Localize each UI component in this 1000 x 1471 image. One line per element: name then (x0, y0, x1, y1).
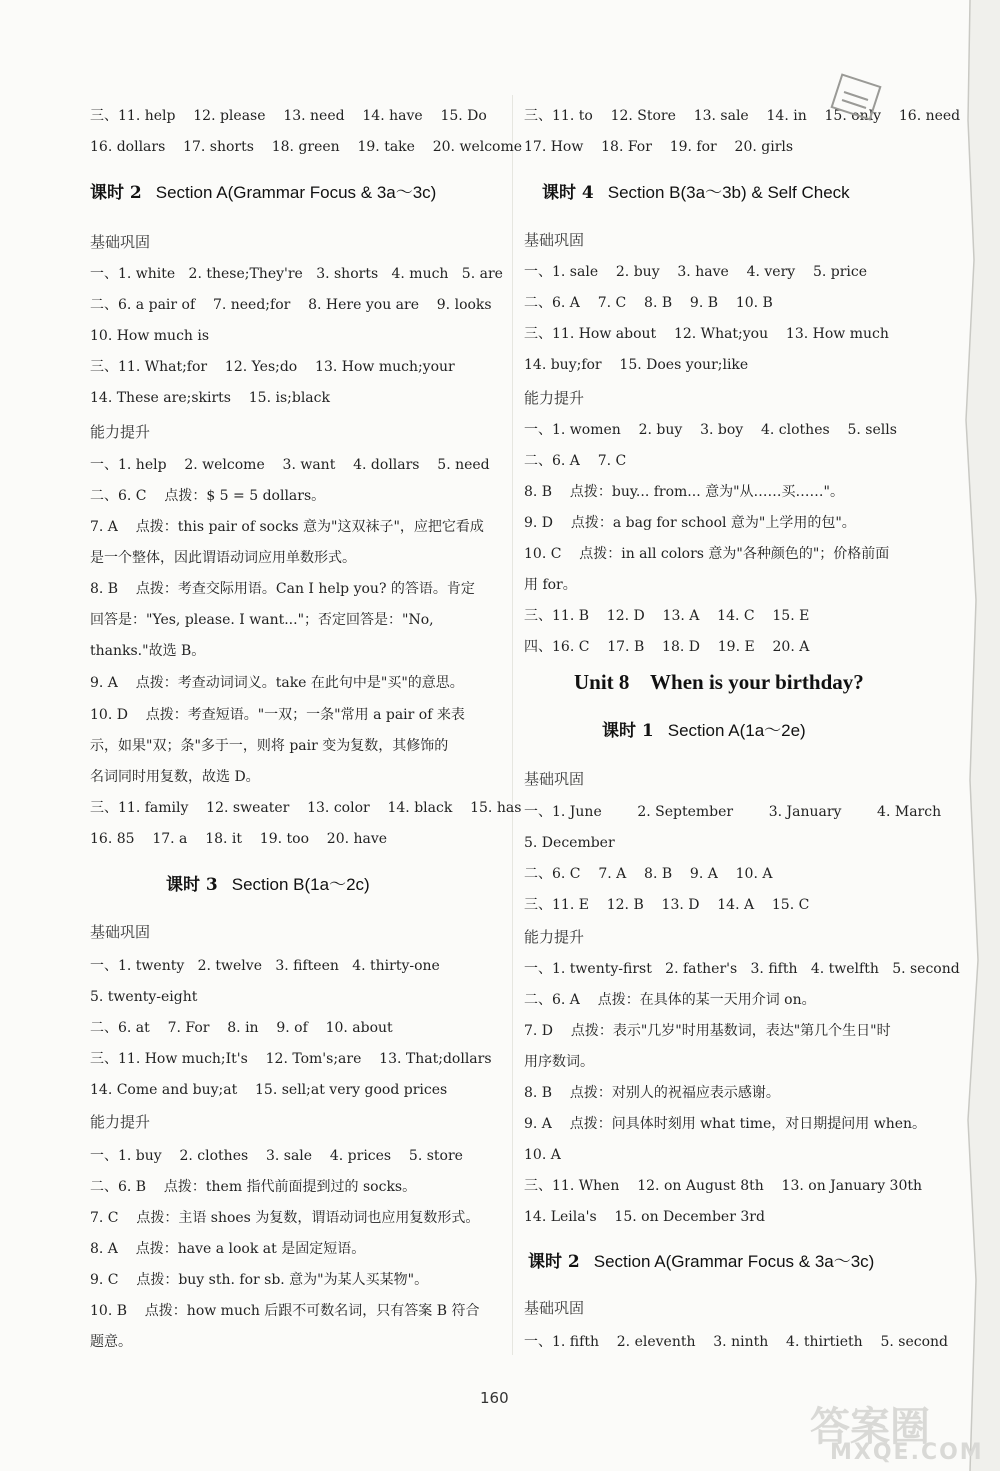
subheading-nengli: 能力提升 (90, 423, 151, 441)
subheading-nengli: 能力提升 (524, 928, 585, 946)
unit-title: Unit 8 When is your birthday? (574, 670, 864, 694)
answer-line: 二、6. at 7. For 8. in 9. of 10. about (90, 1020, 393, 1036)
answer-line: 5. twenty-eight (90, 989, 198, 1005)
answer-line: 示，如果"双；条"多于一，则将 pair 变为复数，其修饰的 (90, 738, 449, 754)
answer-line: 二、6. a pair of 7. need;for 8. Here you are 9. looks (90, 297, 492, 313)
answer-line: 三、11. When 12. on August 8th 13. on January 30th (524, 1178, 923, 1194)
answer-line: 用序数词。 (524, 1054, 594, 1070)
answer-line: 一、1. buy 2. clothes 3. sale 4. prices 5. store (90, 1148, 463, 1164)
answer-line: 四、16. C 17. B 18. D 19. E 20. A (524, 639, 810, 655)
answer-line: 9. A 点拨：问具体时刻用 what time，对日期提问用 when。 (524, 1116, 927, 1132)
watermark-logo-icon: 答案圈 (810, 1404, 930, 1450)
answer-line: 三、11. B 12. D 13. A 14. C 15. E (524, 608, 810, 624)
stamp-icon (828, 70, 886, 128)
answer-line: 16. 85 17. a 18. it 19. too 20. have (90, 831, 388, 847)
answer-line: 9. A 点拨：考查动词词义。take 在此句中是"买"的意思。 (90, 675, 464, 691)
answer-line: 14. buy;for 15. Does your;like (524, 357, 749, 373)
answer-line: 名词同时用复数，故选 D。 (90, 769, 260, 785)
answer-line: 三、11. How much;It's 12. Tom's;are 13. That;dollars (90, 1051, 492, 1067)
answer-line: 10. B 点拨：how much 后跟不可数名词，只有答案 B 符合 (90, 1303, 480, 1319)
section-heading: 课时 2 Section A(Grammar Focus & 3a～3c) (528, 1252, 875, 1272)
answer-line: 一、1. twenty 2. twelve 3. fifteen 4. thirty-one (90, 958, 440, 974)
answer-line: 一、1. June 2. September 3. January 4. March (524, 804, 942, 820)
answer-line: 9. D 点拨：a bag for school 意为"上学用的包"。 (524, 515, 856, 531)
section-heading: 课时 1 Section A(1a～2e) (602, 721, 806, 741)
answer-line: 8. B 点拨：对别人的祝福应表示感谢。 (524, 1085, 780, 1101)
answer-line: 16. dollars 17. shorts 18. green 19. take 20. welcome (90, 139, 523, 155)
answer-line: 二、6. A 点拨：在具体的某一天用介词 on。 (524, 992, 816, 1008)
subheading-nengli: 能力提升 (524, 389, 585, 407)
answer-line: 回答是："Yes, please. I want..."；否定回答是："No, (90, 612, 434, 628)
answer-line: 10. A (524, 1147, 561, 1163)
answer-line: 二、6. A 7. C (524, 453, 627, 469)
answer-line: 三、11. What;for 12. Yes;do 13. How much;your (90, 359, 455, 375)
answer-line: 8. B 点拨：考查交际用语。Can I help you? 的答语。肯定 (90, 581, 475, 597)
answer-line: 二、6. C 7. A 8. B 9. A 10. A (524, 866, 773, 882)
answer-line: 14. Come and buy;at 15. sell;at very good prices (90, 1082, 448, 1098)
subheading-nengli: 能力提升 (90, 1113, 151, 1131)
right-column (524, 0, 961, 1471)
answer-line: 二、6. C 点拨：$ 5 = 5 dollars。 (90, 488, 326, 504)
answer-line: 5. December (524, 835, 615, 851)
answer-line: 17. How 18. For 19. for 20. girls (524, 139, 794, 155)
page-number: 160 (480, 1389, 509, 1407)
answer-line: 三、11. family 12. sweater 13. color 14. black 15. has (90, 800, 522, 816)
answer-line: 一、1. help 2. welcome 3. want 4. dollars 5. need (90, 457, 490, 473)
answer-line: thanks."故选 B。 (90, 643, 206, 659)
answer-line: 14. These are;skirts 15. is;black (90, 390, 330, 406)
answer-line: 一、1. women 2. buy 3. boy 4. clothes 5. sells (524, 422, 897, 438)
answer-line: 二、6. B 点拨：them 指代前面提到过的 socks。 (90, 1179, 417, 1195)
watermark-text: MXQE.COM (830, 1440, 984, 1465)
torn-page-edge (930, 0, 1000, 1471)
answer-line: 9. C 点拨：buy sth. for sb. 意为"为某人买某物"。 (90, 1272, 429, 1288)
section-heading: 课时 2 Section A(Grammar Focus & 3a～3c) (90, 183, 437, 203)
section-heading: 课时 4 Section B(3a～3b) & Self Check (542, 183, 850, 203)
answer-line: 用 for。 (524, 577, 577, 593)
column-divider (512, 95, 513, 1355)
answer-line: 一、1. white 2. these;They're 3. shorts 4. much 5. are (90, 266, 503, 282)
left-column (90, 0, 523, 1471)
answer-line: 8. B 点拨：buy... from... 意为"从……买……"。 (524, 484, 844, 500)
section-heading: 课时 3 Section B(1a～2c) (166, 875, 370, 895)
answer-line: 10. C 点拨：in all colors 意为"各种颜色的"；价格前面 (524, 546, 890, 562)
answer-line: 是一个整体，因此谓语动词应用单数形式。 (90, 550, 356, 566)
subheading-jichu: 基础巩固 (90, 233, 151, 251)
answer-line: 7. C 点拨：主语 shoes 为复数，谓语动词也应用复数形式。 (90, 1210, 480, 1226)
subheading-jichu: 基础巩固 (90, 923, 151, 941)
answer-line: 一、1. fifth 2. eleventh 3. ninth 4. thirtieth 5. second (524, 1334, 949, 1350)
subheading-jichu: 基础巩固 (524, 1299, 585, 1317)
answer-line: 三、11. How about 12. What;you 13. How much (524, 326, 889, 342)
answer-line: 一、1. sale 2. buy 3. have 4. very 5. price (524, 264, 868, 280)
subheading-jichu: 基础巩固 (524, 770, 585, 788)
answer-line: 二、6. A 7. C 8. B 9. B 10. B (524, 295, 773, 311)
answer-line: 一、1. twenty-first 2. father's 3. fifth 4. twelfth 5. second (524, 961, 960, 977)
answer-line: 7. D 点拨：表示"几岁"时用基数词，表达"第几个生日"时 (524, 1023, 891, 1039)
answer-line: 三、11. help 12. please 13. need 14. have 15. Do (90, 108, 487, 124)
subheading-jichu: 基础巩固 (524, 231, 585, 249)
answer-line: 10. How much is (90, 328, 210, 344)
answer-line: 14. Leila's 15. on December 3rd (524, 1209, 765, 1225)
answer-line: 三、11. to 12. Store 13. sale 14. in 15. only 16. need (524, 108, 961, 124)
answer-line: 8. A 点拨：have a look at 是固定短语。 (90, 1241, 366, 1257)
answer-line: 7. A 点拨：this pair of socks 意为"这双袜子"，应把它看成 (90, 519, 484, 535)
answer-line: 题意。 (90, 1334, 132, 1350)
answer-line: 三、11. E 12. B 13. D 14. A 15. C (524, 897, 810, 913)
answer-line: 10. D 点拨：考查短语。"一双；一条"常用 a pair of 来表 (90, 707, 465, 723)
